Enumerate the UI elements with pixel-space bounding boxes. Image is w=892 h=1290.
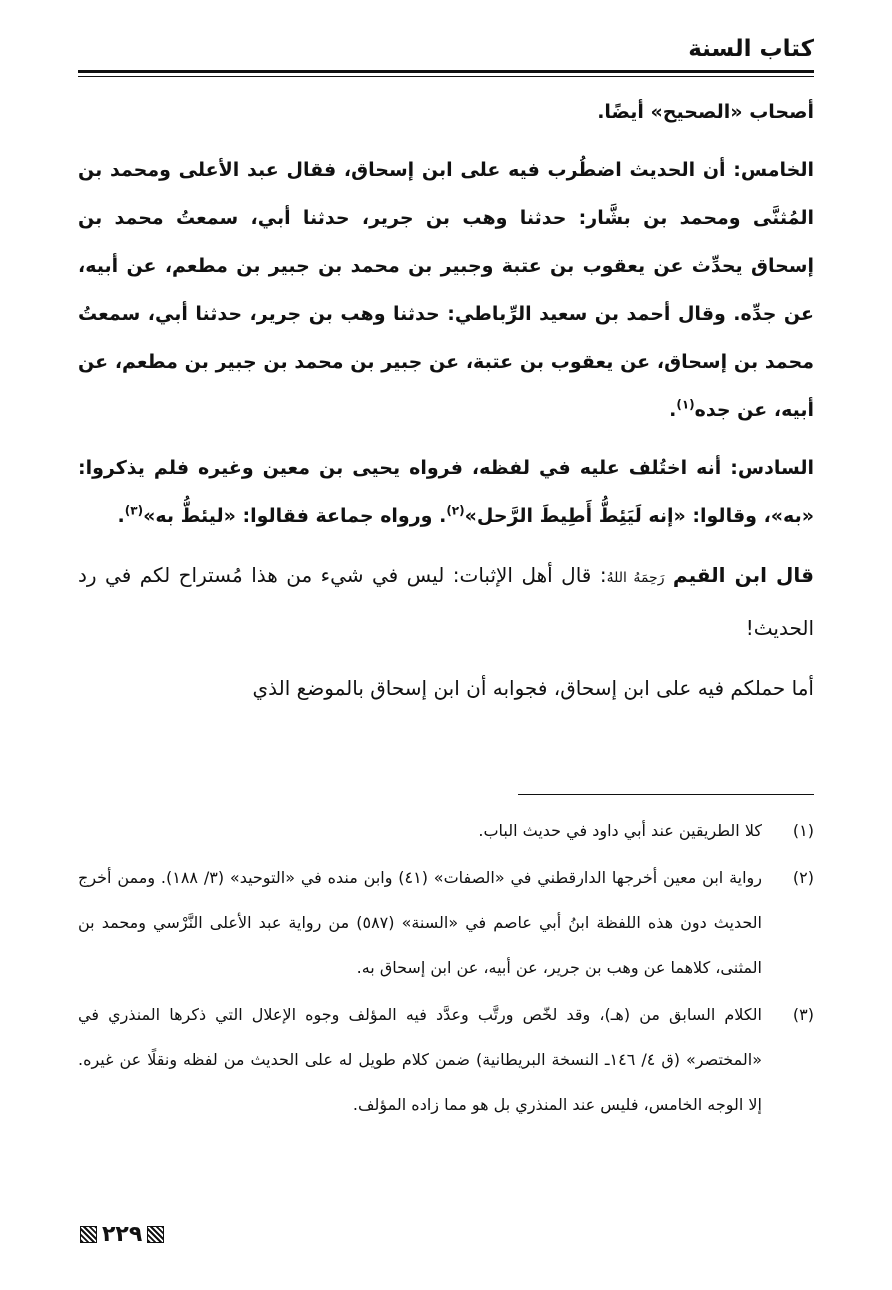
paragraph-1-text: أصحاب «الصحيح» أيضًا. xyxy=(597,101,814,123)
paragraph-2-end: . xyxy=(669,399,677,421)
page-folio xyxy=(80,1222,164,1247)
footnote-number: (٢) xyxy=(792,868,814,887)
header-rule-thin xyxy=(78,76,814,77)
page-number: ٢٢٩ xyxy=(102,1222,143,1247)
header-rule-thick xyxy=(78,70,814,73)
footnote-text: الكلام السابق من (هـ)، وقد لخّص ورتَّب وعدَّد فيه المؤلف وجوه الإعلال التي ذكرها المنذري في «المختصر» (ق ٤/ ١٤٦ـ النسخة البريطانية) ضمن كلام طويل له على الحديث من لفظه ونقلًا عن غيره. إلا الوجه الخامس، فليس عند المنذري بل هو مما زاده المؤلف. xyxy=(78,1005,762,1114)
footnote-text: كلا الطريقين عند أبي داود في حديث الباب. xyxy=(478,821,762,840)
footnote-ref-1[interactable]: (١) xyxy=(676,397,695,412)
footnote-number: (١) xyxy=(792,821,814,840)
footnote-3 xyxy=(78,992,814,1127)
paragraph-3-text-b: . ورواه جماعة فقالوا: «ليئطُّ به» xyxy=(143,505,447,527)
paragraph-3-text-a: السادس: أنه اختُلف عليه في لفظه، فرواه يحيى بن معين وغيره فلم يذكروا: «به»، وقالوا: «إنه لَيَئِطُّ أَطِيطَ الرَّحل» xyxy=(78,457,814,527)
footnotes xyxy=(78,808,814,1129)
paragraph-1 xyxy=(78,88,814,136)
main-text xyxy=(78,88,814,723)
honorific-formula: رَحِمَهُ اللهُ xyxy=(606,570,665,586)
footnote-ref-3[interactable]: (٣) xyxy=(124,503,144,518)
running-head: كتاب السنة xyxy=(688,36,814,62)
paragraph-2-text: الخامس: أن الحديث اضطُرب فيه على ابن إسحاق، فقال عبد الأعلى ومحمد بن المُثنَّى ومحمد بن بشَّار: حدثنا وهب بن جرير، حدثنا أبي، سمعتُ محمد بن إسحاق يحدِّث عن يعقوب بن عتبة وجبير بن محمد بن جبير بن مطعم، عن أبيه، عن جدِّه. وقال أحمد بن سعيد الرِّباطي: حدثنا وهب بن جرير، حدثنا أبي، سمعتُ محمد بن إسحاق، عن يعقوب بن عتبة، عن جبير بن محمد بن جبير بن مطعم، عن أبيه، عن جده xyxy=(78,159,814,421)
paragraph-4-text: : قال أهل الإثبات: ليس في شيء من هذا مُستراح لكم في رد الحديث! xyxy=(78,563,814,640)
paragraph-2 xyxy=(78,146,814,434)
paragraph-4-lead: قال ابن القيم xyxy=(672,563,814,587)
paragraph-5 xyxy=(78,663,814,713)
footnote-ref-2[interactable]: (٢) xyxy=(446,503,465,518)
ornament-right-icon xyxy=(147,1226,164,1243)
paragraph-3-end: . xyxy=(117,505,125,527)
footnote-2 xyxy=(78,855,814,990)
ornament-left-icon xyxy=(80,1226,97,1243)
paragraph-3 xyxy=(78,444,814,540)
footnote-separator xyxy=(518,794,814,795)
footnote-1 xyxy=(78,808,814,853)
paragraph-5-text: أما حملكم فيه على ابن إسحاق، فجوابه أن ابن إسحاق بالموضع الذي xyxy=(252,676,814,700)
footnote-number: (٣) xyxy=(792,1005,814,1024)
paragraph-4 xyxy=(78,550,814,653)
footnote-text: رواية ابن معين أخرجها الدارقطني في «الصفات» (٤١) وابن منده في «التوحيد» (٣/ ١٨٨). وممن أخرج الحديث دون هذه اللفظة ابنُ أبي عاصم في «السنة» (٥٨٧) من رواية عبد الأعلى النَّرْسي ومحمد بن المثنى، كلاهما عن وهب بن جرير، عن أبيه، عن ابن إسحاق به. xyxy=(78,868,763,977)
